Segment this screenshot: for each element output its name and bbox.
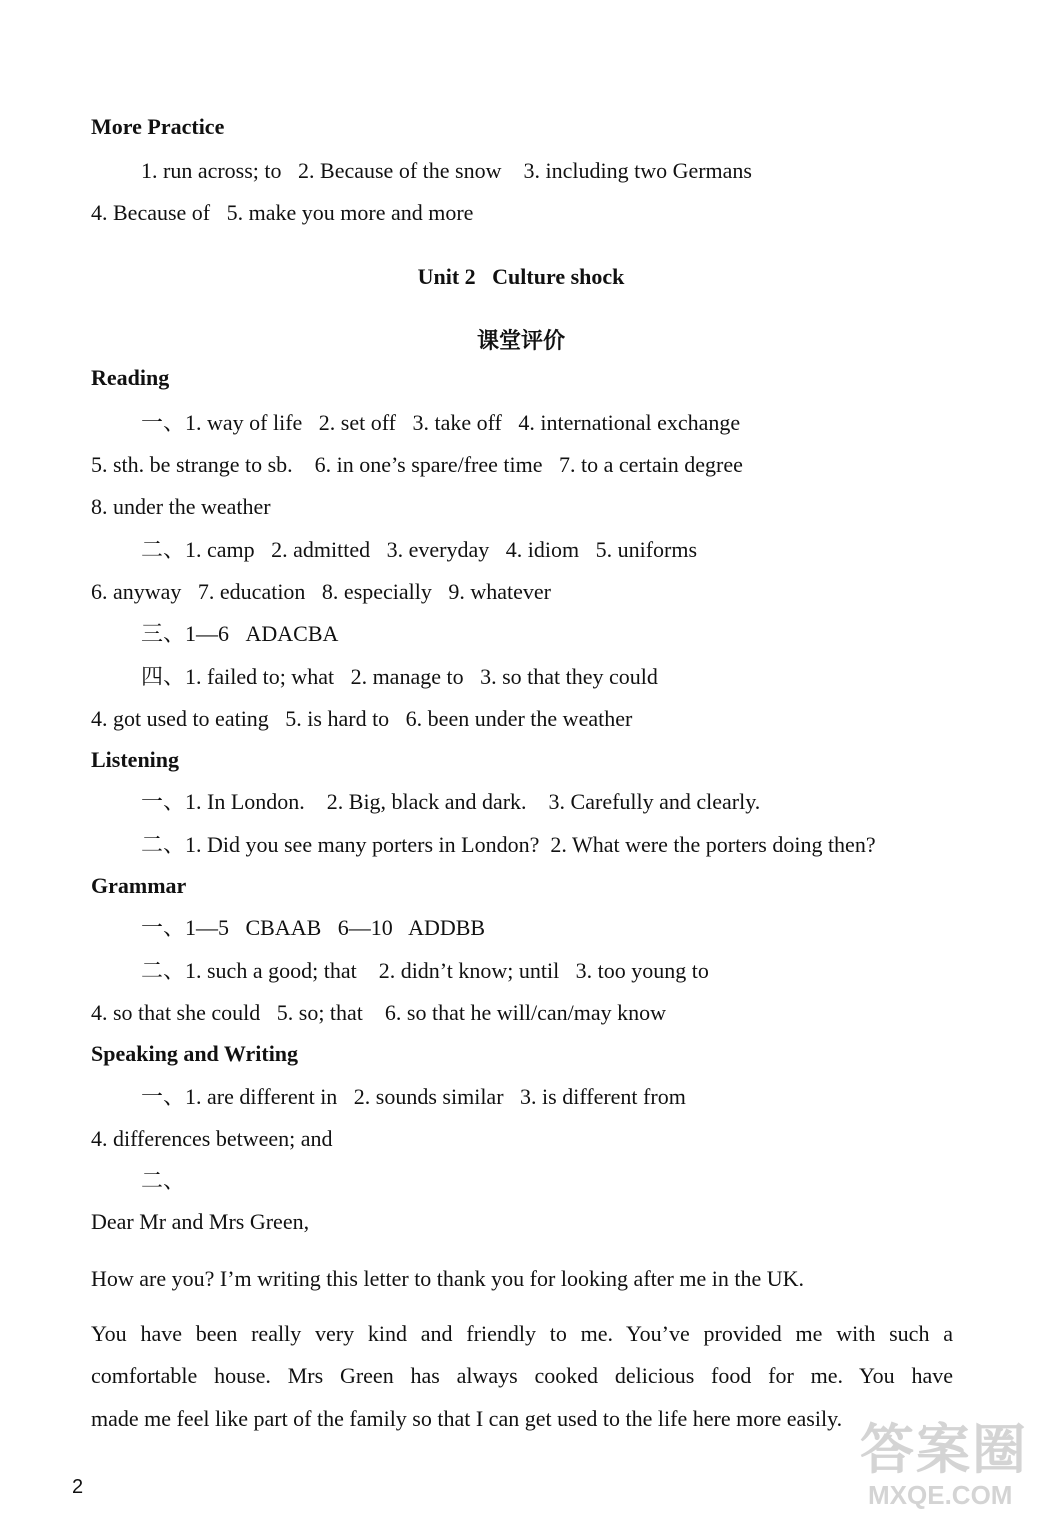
grammar-line-3: 4. so that she could 5. so; that 6. so that he will/can/may know bbox=[91, 1000, 666, 1025]
listening-heading: Listening bbox=[91, 747, 180, 772]
watermark bbox=[860, 1420, 1028, 1510]
reading-heading: Reading bbox=[91, 365, 170, 390]
grammar-heading: Grammar bbox=[91, 873, 187, 898]
unit-subtitle: 课堂评价 bbox=[476, 328, 565, 353]
reading-line-7: 四、1. failed to; what 2. manage to 3. so that they could bbox=[141, 664, 658, 689]
reading-line-1: 一、1. way of life 2. set off 3. take off 4. international exchange bbox=[141, 410, 741, 435]
reading-line-3: 8. under the weather bbox=[91, 494, 271, 519]
watermark-text: 答案圈 bbox=[860, 1420, 1028, 1480]
reading-line-8: 4. got used to eating 5. is hard to 6. been under the weather bbox=[91, 706, 633, 731]
listening-line-2: 二、1. Did you see many porters in London? 2. What were the porters doing then? bbox=[141, 832, 876, 857]
more-practice-line-2: 4. Because of 5. make you more and more bbox=[91, 200, 474, 225]
letter-paragraph-2-line-2: comfortable house. Mrs Green has always cooked delicious food for me. You have bbox=[91, 1363, 953, 1388]
reading-line-6: 三、1—6 ADACBA bbox=[141, 621, 339, 646]
speaking-writing-line-1: 一、1. are different in 2. sounds similar 3. is different from bbox=[141, 1084, 686, 1109]
reading-line-2: 5. sth. be strange to sb. 6. in one’s spare/free time 7. to a certain degree bbox=[91, 452, 743, 477]
letter-salutation: Dear Mr and Mrs Green, bbox=[91, 1209, 310, 1234]
reading-line-5: 6. anyway 7. education 8. especially 9. whatever bbox=[91, 579, 552, 604]
reading-line-4: 二、1. camp 2. admitted 3. everyday 4. idiom 5. uniforms bbox=[141, 537, 698, 562]
listening-line-1: 一、1. In London. 2. Big, black and dark. 3. Carefully and clearly. bbox=[141, 789, 761, 814]
more-practice-heading: More Practice bbox=[91, 114, 225, 139]
speaking-writing-line-3: 二、 bbox=[141, 1168, 186, 1193]
speaking-writing-line-2: 4. differences between; and bbox=[91, 1126, 333, 1151]
more-practice-line-1: 1. run across; to 2. Because of the snow 3. including two Germans bbox=[141, 158, 752, 183]
speaking-writing-heading: Speaking and Writing bbox=[91, 1041, 299, 1066]
letter-paragraph-2-line-1: You have been really very kind and friendly to me. You’ve provided me with such a bbox=[91, 1321, 953, 1346]
letter-paragraph-1: How are you? I’m writing this letter to thank you for looking after me in the UK. bbox=[91, 1266, 804, 1291]
letter-paragraph-2-line-3: made me feel like part of the family so that I can get used to the life here more easily. bbox=[91, 1406, 843, 1431]
grammar-line-2: 二、1. such a good; that 2. didn’t know; until 3. too young to bbox=[141, 958, 709, 983]
watermark-url: MXQE.COM bbox=[868, 1480, 1013, 1510]
unit-title: Unit 2 Culture shock bbox=[417, 264, 625, 289]
page-number: 2 bbox=[72, 1476, 84, 1498]
grammar-line-1: 一、1—5 CBAAB 6—10 ADDBB bbox=[141, 915, 486, 940]
